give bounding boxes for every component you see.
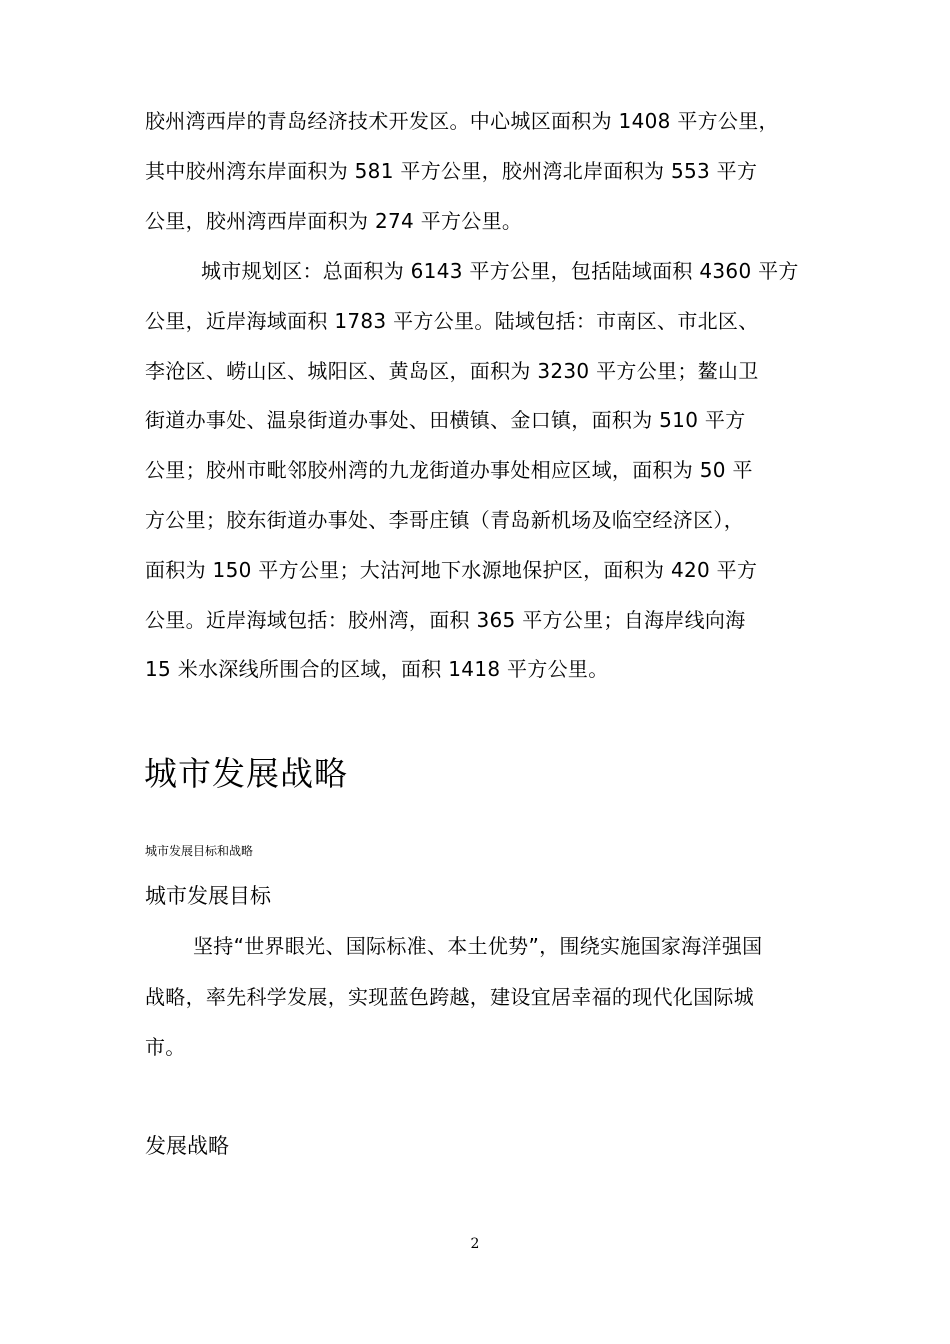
goal-line: 市。: [145, 1035, 186, 1059]
page-number: 2: [470, 1236, 480, 1252]
paragraph-line: 公里。近岸海域包括：胶州湾，面积 365 平方公里；自海岸线向海: [145, 608, 746, 632]
paragraph-line: 城市规划区：总面积为 6143 平方公里，包括陆域面积 4360 平方: [201, 259, 799, 283]
strategy-heading: 发展战略: [145, 1134, 229, 1158]
goal-line: 战略，率先科学发展，实现蓝色跨越，建设宜居幸福的现代化国际城: [145, 985, 754, 1009]
paragraph-line: 15 米水深线所围合的区域，面积 1418 平方公里。: [145, 657, 609, 681]
section-subtitle: 城市发展目标和战略: [145, 844, 254, 858]
paragraph-line: 公里，胶州湾西岸面积为 274 平方公里。: [145, 209, 523, 233]
paragraph-line: 公里，近岸海域面积 1783 平方公里。陆域包括：市南区、市北区、: [145, 309, 759, 333]
goal-line: 坚持“世界眼光、国际标准、本土优势”，围绕实施国家海洋强国: [193, 934, 763, 958]
goal-heading: 城市发展目标: [145, 884, 271, 908]
paragraph-line: 李沧区、崂山区、城阳区、黄岛区，面积为 3230 平方公里；鳌山卫: [145, 359, 759, 383]
section-title: 城市发展战略: [144, 754, 348, 793]
paragraph-line: 面积为 150 平方公里；大沽河地下水源地保护区，面积为 420 平方: [145, 558, 758, 582]
paragraph-line: 胶州湾西岸的青岛经济技术开发区。中心城区面积为 1408 平方公里，: [145, 109, 779, 133]
paragraph-line: 方公里；胶东街道办事处、李哥庄镇（青岛新机场及临空经济区），: [145, 508, 744, 532]
paragraph-line: 街道办事处、温泉街道办事处、田横镇、金口镇，面积为 510 平方: [145, 408, 746, 432]
paragraph-line: 其中胶州湾东岸面积为 581 平方公里，胶州湾北岸面积为 553 平方: [145, 159, 758, 183]
paragraph-line: 公里；胶州市毗邻胶州湾的九龙街道办事处相应区域，面积为 50 平: [145, 458, 753, 482]
